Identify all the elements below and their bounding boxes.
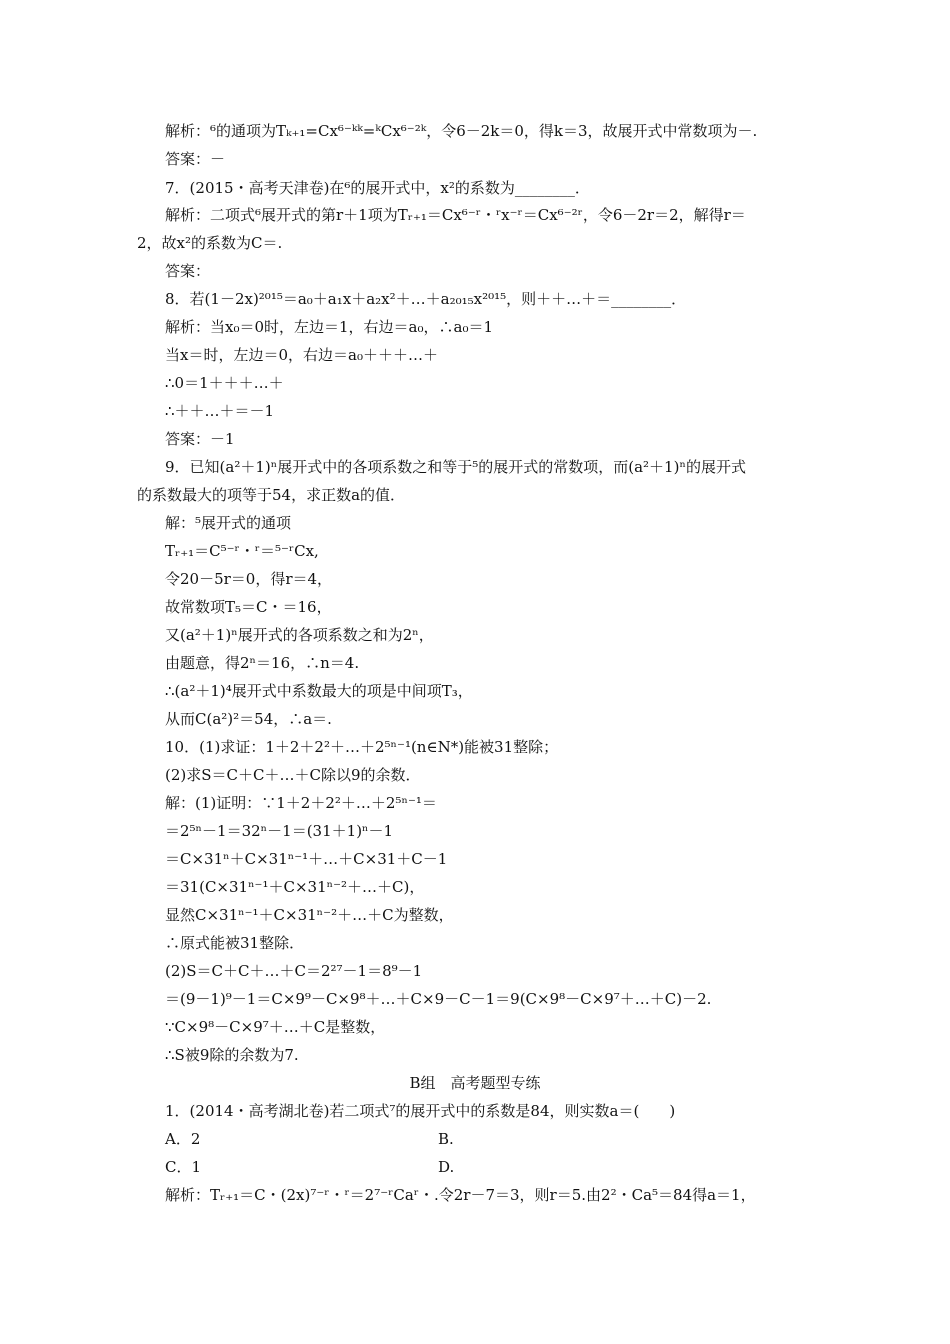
solution-line: 2，故x²的系数为C＝.: [137, 234, 283, 252]
question-b1: 1．(2014・高考湖北卷)若二项式⁷的展开式中的系数是84，则实数a＝( ): [165, 1102, 676, 1120]
question-10-part2: (2)求S＝C＋C＋…＋C除以9的余数．: [165, 766, 421, 784]
section-heading: B组 高考题型专练: [409, 1074, 541, 1092]
solution-line: 显然C×31ⁿ⁻¹＋C×31ⁿ⁻²＋…＋C为整数，: [165, 906, 454, 924]
solution-line: ∴原式能被31整除．: [165, 934, 305, 952]
solution-line: (2)S＝C＋C＋…＋C＝2²⁷－1＝8⁹－1: [165, 962, 423, 980]
solution-line: Tᵣ₊₁＝C⁵⁻ʳ・ʳ＝⁵⁻ʳCx,: [165, 542, 319, 560]
solution-line: ∵C×9⁸－C×9⁷＋…＋C是整数，: [165, 1018, 386, 1036]
solution-line: 当x＝时，左边＝0，右边＝a₀＋＋＋…＋: [165, 346, 438, 364]
question-10: 10．(1)求证：1＋2＋2²＋…＋2⁵ⁿ⁻¹(n∈N*)能被31整除；: [165, 738, 559, 756]
solution-line: ∴(a²＋1)⁴展开式中系数最大的项是中间项T₃，: [165, 682, 473, 700]
solution-line: ∴＋＋…＋＝－1: [165, 402, 275, 420]
solution-line: 故常数项T₅＝C・＝16，: [165, 598, 332, 616]
solution-line: 解：⁵展开式的通项: [165, 514, 292, 532]
option-a: A．2: [165, 1130, 201, 1148]
solution-line: ＝(9－1)⁹－1＝C×9⁹－C×9⁸＋…＋C×9－C－1＝9(C×9⁸－C×9⁷＋…＋C)－2.: [165, 990, 712, 1008]
solution-line: 解析：⁶的通项为Tₖ₊₁=Cx⁶⁻ᵏᵏ=ᵏCx⁶⁻²ᵏ，令6－2k＝0，得k＝3，故展开式中常数项为－.: [165, 122, 758, 140]
answer-line: 答案：: [165, 262, 211, 280]
solution-line: ＝2⁵ⁿ－1＝32ⁿ－1＝(31＋1)ⁿ－1: [165, 822, 394, 840]
question-8: 8．若(1－2x)²⁰¹⁵＝a₀＋a₁x＋a₂x²＋…＋a₂₀₁₅x²⁰¹⁵，则＋＋…＋＝________．: [165, 290, 687, 308]
question-9-cont: 的系数最大的项等于54，求正数a的值．: [137, 486, 406, 504]
answer-line: 答案：－1: [165, 430, 235, 448]
solution-line: 解析：当x₀＝0时，左边＝1，右边＝a₀，∴a₀＝1: [165, 318, 494, 336]
option-b: B.: [438, 1130, 454, 1148]
solution-line: 解析：Tᵣ₊₁＝C・(2x)⁷⁻ʳ・ʳ＝2⁷⁻ʳCaʳ・.令2r－7＝3，则r＝5.由2²・Ca⁵＝84得a＝1，: [165, 1186, 756, 1204]
question-7: 7．(2015・高考天津卷)在⁶的展开式中，x²的系数为________．: [165, 179, 590, 197]
solution-line: ＝31(C×31ⁿ⁻¹＋C×31ⁿ⁻²＋…＋C)，: [165, 878, 425, 896]
option-d: D.: [438, 1158, 455, 1176]
solution-line: ∴0＝1＋＋＋…＋: [165, 374, 284, 392]
solution-line: ＝C×31ⁿ＋C×31ⁿ⁻¹＋…＋C×31＋C－1: [165, 850, 448, 868]
solution-line: 从而C(a²)²＝54，∴a＝.: [165, 710, 332, 728]
question-9: 9．已知(a²＋1)ⁿ展开式中的各项系数之和等于⁵的展开式的常数项，而(a²＋1)ⁿ的展开式: [165, 458, 746, 476]
solution-line: 又(a²＋1)ⁿ展开式的各项系数之和为2ⁿ，: [165, 626, 434, 644]
solution-line: ∴S被9除的余数为7.: [165, 1046, 299, 1064]
solution-line: 解：(1)证明：∵1＋2＋2²＋…＋2⁵ⁿ⁻¹＝: [165, 794, 437, 812]
solution-line: 由题意，得2ⁿ＝16，∴n＝4.: [165, 654, 360, 672]
answer-line: 答案：－: [165, 150, 226, 168]
solution-line: 令20－5r＝0，得r＝4，: [165, 570, 333, 588]
option-c: C．1: [165, 1158, 202, 1176]
solution-line: 解析：二项式⁶展开式的第r＋1项为Tᵣ₊₁＝Cx⁶⁻ʳ・ʳx⁻ʳ＝Cx⁶⁻²ʳ，令6－2r＝2，解得r＝: [165, 206, 746, 224]
